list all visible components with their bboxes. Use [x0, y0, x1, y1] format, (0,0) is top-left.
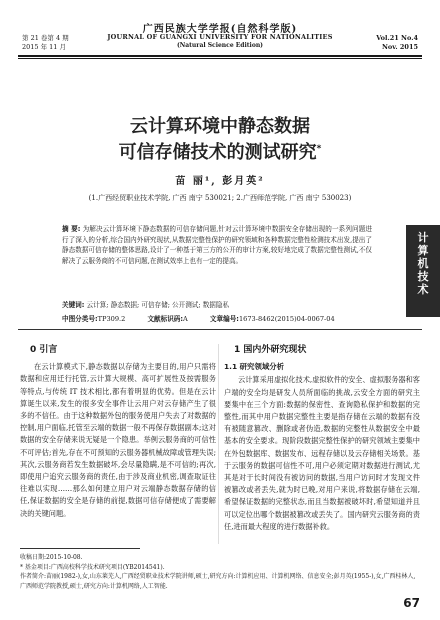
- section-side-tab: [406, 225, 440, 317]
- footnote-funding: * 基金项目:广西高校科学技术研究项目(YB2014541).: [20, 563, 165, 571]
- header-rule-thin: [18, 58, 422, 59]
- volume-cn: 第 21 卷第 4 期: [22, 34, 69, 42]
- side-tab-char: 机: [417, 257, 429, 270]
- date-cn: 2015 年 11 月: [22, 43, 67, 51]
- page-number: 67: [403, 596, 420, 610]
- footnote-author-bio: 作者简介:苗丽(1982-),女,山东莱芜人,广西经贸职业技术学院讲师,硕士,研究方向:计算机应用、计算机网络、信息安全;彭月英(1955-),女,广西桂林人,广西师范学院教授,硕士,研究方向:计算机网络,人工智能.: [20, 573, 416, 590]
- section-heading-intro: 0 引言: [30, 345, 58, 355]
- clc-label: 中图分类号:: [62, 315, 98, 323]
- abstract: [62, 224, 372, 266]
- volume-en: Vol.21 No.4: [376, 34, 418, 42]
- classification-line: [62, 313, 392, 323]
- footnote-received: 收稿日期:2015-10-08.: [20, 554, 83, 561]
- article-no-label: 文章编号:: [209, 315, 239, 323]
- abstract-text: 为解决云计算环境下静态数据的可信存储问题,针对云计算环境中数据安全存储出现的一系列问题进行了深入的分析,综合国内外研究现状,从数据完整性保护的研究领域和各种数据完整性检测技术出发,提出了静态数据可信存储的整体思路,设计了一种基于第三方的公开的审计方案,较好地完成了数据完整性测试,不仅解决了云服务商的不可信问题,在测试效率上也有一定的提高。: [62, 225, 372, 265]
- journal-subtitle: (Natural Science Edition): [176, 42, 264, 49]
- keywords-text: 云计算; 静态数据; 可信存储; 公开测试; 数据隐私: [86, 301, 230, 309]
- title-line-2: [0, 138, 440, 164]
- side-tab-char: 术: [417, 283, 429, 296]
- doc-code-value: A: [183, 315, 188, 323]
- article-no-value: 1673-8462(2015)04-0067-04: [238, 315, 335, 323]
- paper-title: [0, 116, 440, 164]
- section-heading-research: 1 国内外研究现状: [234, 345, 307, 355]
- header-rule-thick: [18, 55, 422, 57]
- abstract-label: 摘 要:: [62, 225, 81, 233]
- date-en: Nov. 2015: [381, 43, 418, 51]
- abstract-separator: [18, 329, 422, 330]
- side-tab-char: 技: [417, 270, 429, 283]
- title-line-1: 云计算环境中静态数据: [130, 116, 310, 137]
- column-divider: [218, 344, 219, 544]
- title-line-2-text: 可信存储技术的测试研究: [118, 142, 317, 163]
- intro-paragraph: 在云计算模式下,静态数据以存储为主要目的,用户只需将数据和应用迁行托管,云计算大规模、高可扩展性及按需服务等特点,与传统 IT 技术相比,都有着明显的优势。但是在云计算诞生以来,发生的很多安全事件让云用户对云存储产生了很多的不信任。由于这种数据外包的服务使用户失去了对数据的控制,用户面临,托管至云端的数据一般不再保存数据副本;这对数据的安全存储来说无疑是一个隐患。举例云服务商的可信性不可评估;首先,存在不可预知的云服务器机械故障或管理失误;其次,云服务商若发生数据破坏,会尽量隐瞒,是不可信的;再次,即使用户追究云服务商的责任,由于涉及商业机密,调查取证往往难以实现……那么如何建立用户对云端静态数据存储的信任,保证数据的安全是存储的前提,数据可信存储便成了需要解决的关键问题。: [20, 362, 216, 518]
- side-tab-char: 计: [417, 231, 429, 244]
- research-paragraph: 云计算采用虚拟化技术,虚拟软件的安全、虚拟服务器和客户端的安全均是研发人员所面临的挑战,云安全方面的研究主要集中在三个方面:数据的保密性、查询隐私保护和数据的完整性,而其中用户数据完整性主要是指存储在云端的数据有没有被随意篡改、删除或者伪造,数据的完整性从数据安全中最基本的安全要求。现阶段数据完整性保护的研究领域主要集中在外包数据库、数据发布、远程存储以及云存储相关场景。基于云服务的数据可信性不可,用户必须定期对数据进行测试,尤其是对于长时间没有被访问的数据,当用户访问时才发现文件被篡改或者丢失,就为时已晚,对用户来说,将数据存储在云端,希望保证数据的完整状态,而且当数据被破坏时,希望知道并且可以定位出哪个数据被篡改或丢失了。国内研究云服务商的责任,进而最大程度的进行数据补救。: [224, 375, 420, 531]
- keywords: [62, 299, 392, 309]
- footnote-rule: [20, 548, 140, 549]
- journal-title-cn: 广西民族大学学报(自然科学版): [142, 24, 298, 35]
- volume-info-right: [376, 34, 418, 52]
- left-column: [20, 344, 216, 520]
- title-footnote-mark: *: [316, 144, 322, 154]
- authors: 苗 丽¹, 彭月英²: [175, 176, 265, 187]
- volume-info-left: [22, 34, 69, 52]
- clc-value: TP309.2: [97, 315, 126, 323]
- right-column: [224, 344, 420, 533]
- side-tab-char: 算: [417, 244, 429, 257]
- subsection-heading: 1.1 研究领域分析: [224, 362, 285, 372]
- affiliation: (1.广西经贸职业技术学院, 广西 南宁 530021; 2.广西师范学院, 广西 南宁 530023): [88, 194, 352, 202]
- journal-title-en: JOURNAL OF GUANGXI UNIVERSITY FOR NATIONALITIES: [107, 33, 333, 41]
- footnotes: [20, 553, 420, 591]
- keywords-label: 关键词:: [62, 301, 85, 309]
- doc-code-label: 文献标识码:: [147, 315, 184, 323]
